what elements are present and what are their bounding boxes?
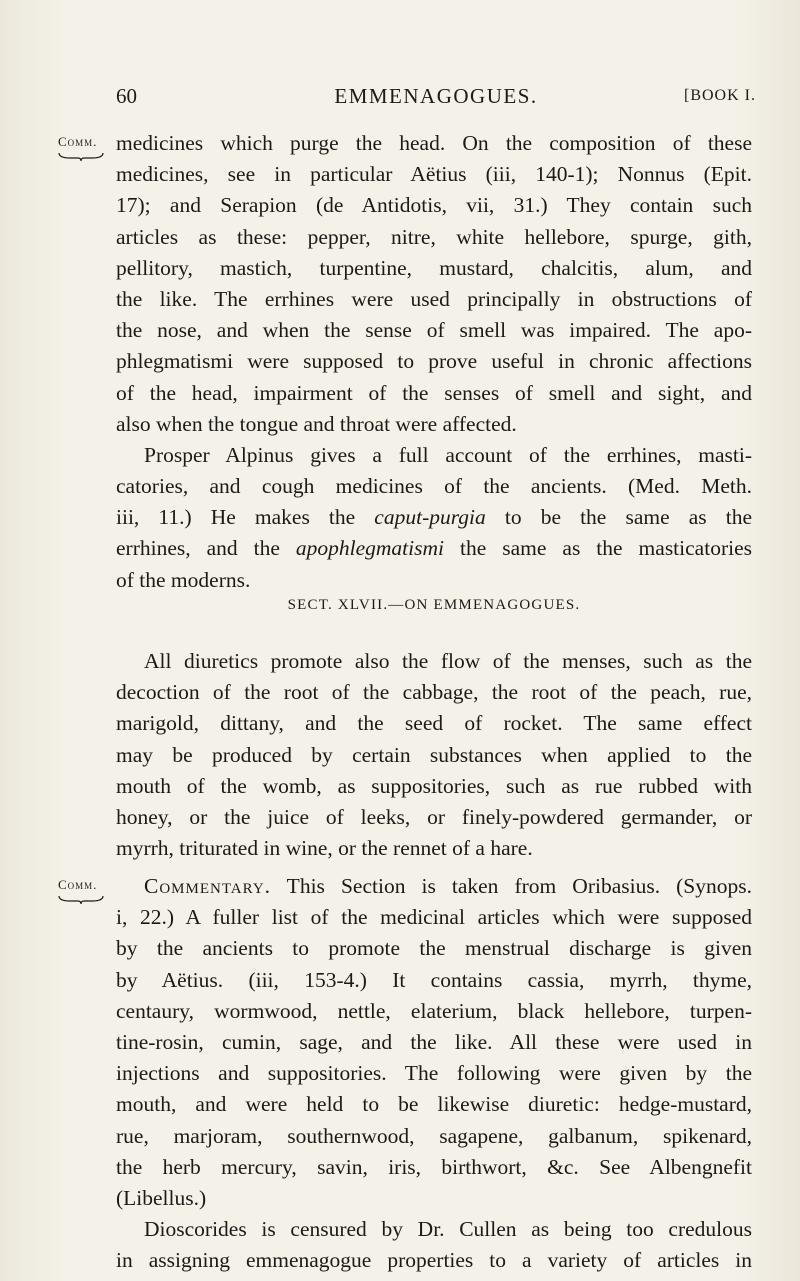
- text-line: centaury, wormwood, nettle, elaterium, black hellebore, turpen-: [116, 998, 752, 1023]
- commentary: [116, 871, 752, 1276]
- margin-note-label: Comm.: [58, 134, 98, 149]
- text-line: [116, 871, 752, 902]
- text-line: in assigning emmenagogue properties to a variety of articles in: [116, 1248, 752, 1273]
- text-line: tine-rosin, cumin, sage, and the like. All these were used in: [116, 1029, 752, 1054]
- text-span: to be the same as the: [485, 505, 752, 530]
- text-line: myrrh, triturated in wine, or the rennet of a hare.: [116, 836, 533, 861]
- italic-term: apophlegmatismi: [295, 536, 444, 561]
- text-line: may be produced by certain substances when applied to the: [116, 742, 752, 767]
- section-heading: SECT. XLVII.—ON EMMENAGOGUES.: [287, 597, 581, 613]
- text-line: rue, marjoram, southernwood, sagapene, galbanum, spikenard,: [116, 1123, 752, 1148]
- text-line: All diuretics promote also the flow of the menses, such as the: [144, 649, 752, 673]
- text-line: Dioscorides is censured by Dr. Cullen as being too credulous: [144, 1217, 752, 1242]
- italic-term: caput-purgia: [374, 505, 486, 530]
- text-span: iii, 11.) He makes the: [116, 505, 375, 530]
- book-reference: [BOOK I.: [684, 87, 756, 104]
- margin-note-comm: [58, 134, 104, 162]
- running-header: [116, 84, 756, 116]
- text-line: decoction of the root of the cabbage, the root of the peach, rue,: [116, 680, 752, 705]
- text-line: injections and suppositories. The following were given by the: [116, 1061, 752, 1086]
- text-line: honey, or the juice of leeks, or finely-powdered germander, or: [116, 804, 752, 829]
- text-line: [116, 533, 752, 564]
- text-line: the like. The errhines were used principally in obstructions of: [116, 286, 752, 311]
- text-line: of the moderns.: [116, 567, 251, 592]
- section-text: [116, 646, 752, 864]
- margin-note-label: Comm.: [58, 877, 98, 892]
- brace-icon: [58, 895, 104, 905]
- text-line: Prosper Alpinus gives a full account of the errhines, masti-: [144, 442, 752, 467]
- text-line: medicines, see in particular Aëtius (iii, 140-1); Nonnus (Epit.: [116, 162, 752, 187]
- text-span: errhines, and the: [116, 536, 296, 561]
- text-line: of the head, impairment of the senses of smell and sight, and: [116, 380, 752, 405]
- text-line: mouth of the womb, as suppositories, such as rue rubbed with: [116, 773, 752, 798]
- text-line: marigold, dittany, and the seed of rocket. The same effect: [116, 711, 752, 736]
- text-line: by the ancients to promote the menstrual discharge is given: [116, 936, 752, 961]
- text-line: the nose, and when the sense of smell was impaired. The apo-: [116, 318, 752, 343]
- text-line: medicines which purge the head. On the composition of these: [116, 131, 752, 155]
- commentary-lead: Commentary.: [144, 874, 272, 898]
- text-span: This Section is taken from Oribasius. (Synops.: [271, 874, 752, 898]
- running-title: EMMENAGOGUES.: [334, 84, 538, 108]
- text-line: catories, and cough medicines of the ancients. (Med. Meth.: [116, 474, 752, 499]
- brace-icon: [58, 152, 104, 162]
- text-line: the herb mercury, savin, iris, birthwort, &c. See Albengnefit: [116, 1154, 752, 1179]
- text-line: by Aëtius. (iii, 153-4.) It contains cassia, myrrh, thyme,: [116, 967, 752, 992]
- margin-note-comm: [58, 877, 104, 905]
- text-line: (Libellus.): [116, 1185, 207, 1210]
- text-span: the same as the masticatories: [444, 536, 752, 561]
- text-line: articles as these: pepper, nitre, white hellebore, spurge, gith,: [116, 224, 752, 249]
- paragraph-continuation: [116, 128, 752, 596]
- text-line: 17); and Serapion (de Antidotis, vii, 31.) They contain such: [116, 193, 752, 218]
- text-line: also when the tongue and throat were affected.: [116, 411, 517, 436]
- page-number: 60: [116, 84, 137, 108]
- text-line: [116, 502, 752, 533]
- text-line: phlegmatismi were supposed to prove useful in chronic affections: [116, 349, 752, 374]
- text-line: mouth, and were held to be likewise diuretic: hedge-mustard,: [116, 1092, 752, 1117]
- text-line: pellitory, mastich, turpentine, mustard, chalcitis, alum, and: [116, 255, 752, 280]
- text-line: i, 22.) A fuller list of the medicinal articles which were supposed: [116, 905, 752, 930]
